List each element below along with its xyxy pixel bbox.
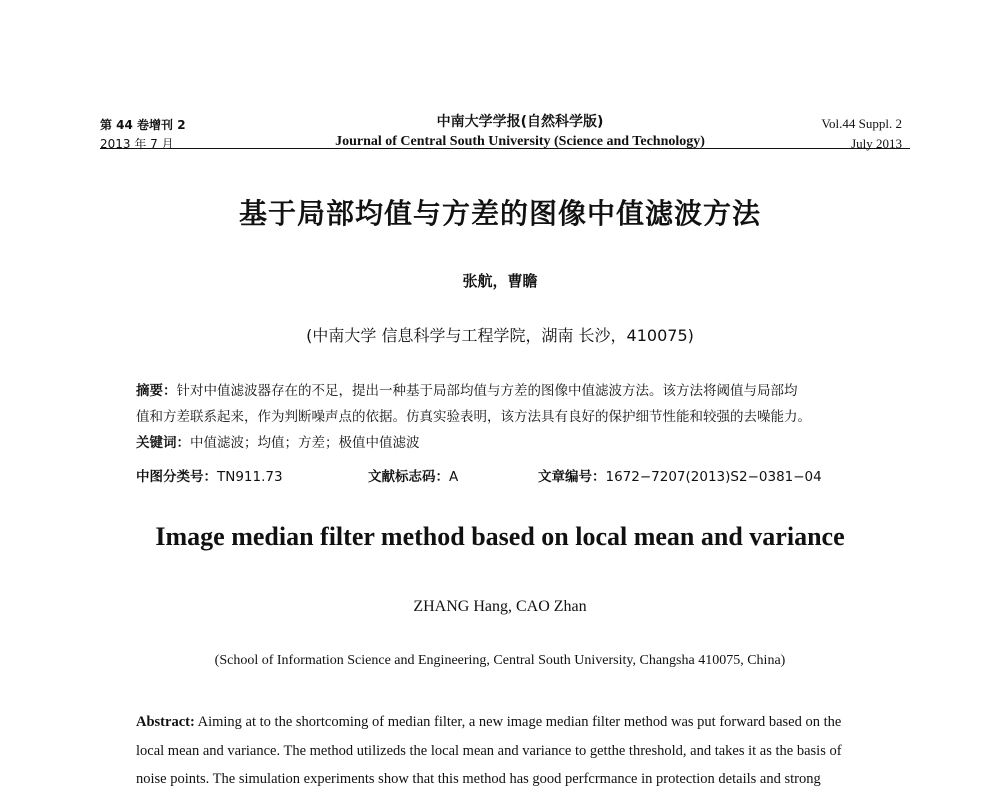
keywords-cn [136,430,896,456]
abstract-cn [136,378,896,456]
document-code-label: 文献标志码： [368,469,449,485]
document-code-value: A [449,469,459,485]
journal-name-en: Journal of Central South University (Science and Technology) [335,134,705,149]
abstract-en-label: Abstract: [136,714,195,730]
keywords-cn-label: 关键词： [136,435,190,451]
abstract-en-text-2: local mean and variance. The method utilizeds the local mean and variance to getthe threshold, and takes it as the basis of [136,742,842,759]
document-code [368,465,458,485]
paper-title-cn: 基于局部均值与方差的图像中值滤波方法 [238,197,761,230]
article-number-label: 文章编号： [538,469,606,485]
journal-name [300,112,740,152]
abstract-cn-label: 摘要： [136,383,177,399]
abstract-cn-text-2: 值和方差联系起来，作为判断噪声点的依据。仿真实验表明，该方法具有良好的保护细节性能和较强的去噪能力。 [136,409,811,425]
article-number-value: 1672−7207(2013)S2−0381−04 [605,469,822,485]
abstract-cn-text-1: 针对中值滤波器存在的不足，提出一种基于局部均值与方差的图像中值滤波方法。该方法将阈值与局部均 [176,383,798,399]
publication-date-en: July 2013 [851,136,902,151]
keywords-cn-value: 中值滤波；均值；方差；极值中值滤波 [190,435,420,451]
paper-title-en: Image median filter method based on local mean and variance [155,522,845,551]
abstract-en-text-1: Aiming at to the shortcoming of median filter, a new image median filter method was put forward based on the [197,714,842,730]
authors-cn: 张航，曹瞻 [462,272,538,290]
article-number [538,465,822,485]
authors-en: ZHANG Hang, CAO Zhan [413,598,587,615]
abstract-cn-line-1 [136,378,896,404]
header-divider [100,148,910,149]
classification-number [136,465,283,485]
affiliation-en: (School of Information Science and Engineering, Central South University, Changsha 410075, China) [214,653,786,668]
volume-issue: 第 44 卷增刊 2 [100,118,186,132]
abstract-en-line-1 [136,708,884,737]
abstract-en [136,708,884,794]
abstract-en-text-3: noise points. The simulation experiments show that this method has good perfcrmance in protection details and strong [136,771,821,787]
affiliation-cn: (中南大学 信息科学与工程学院，湖南 长沙，410075) [306,326,694,345]
classification-label: 中图分类号： [136,469,217,485]
classification-value: TN911.73 [217,469,283,485]
volume-issue-en: Vol.44 Suppl. 2 [821,116,902,131]
journal-name-cn: 中南大学学报(自然科学版) [436,114,604,130]
publication-date-cn: 2013 年 7 月 [100,137,174,151]
